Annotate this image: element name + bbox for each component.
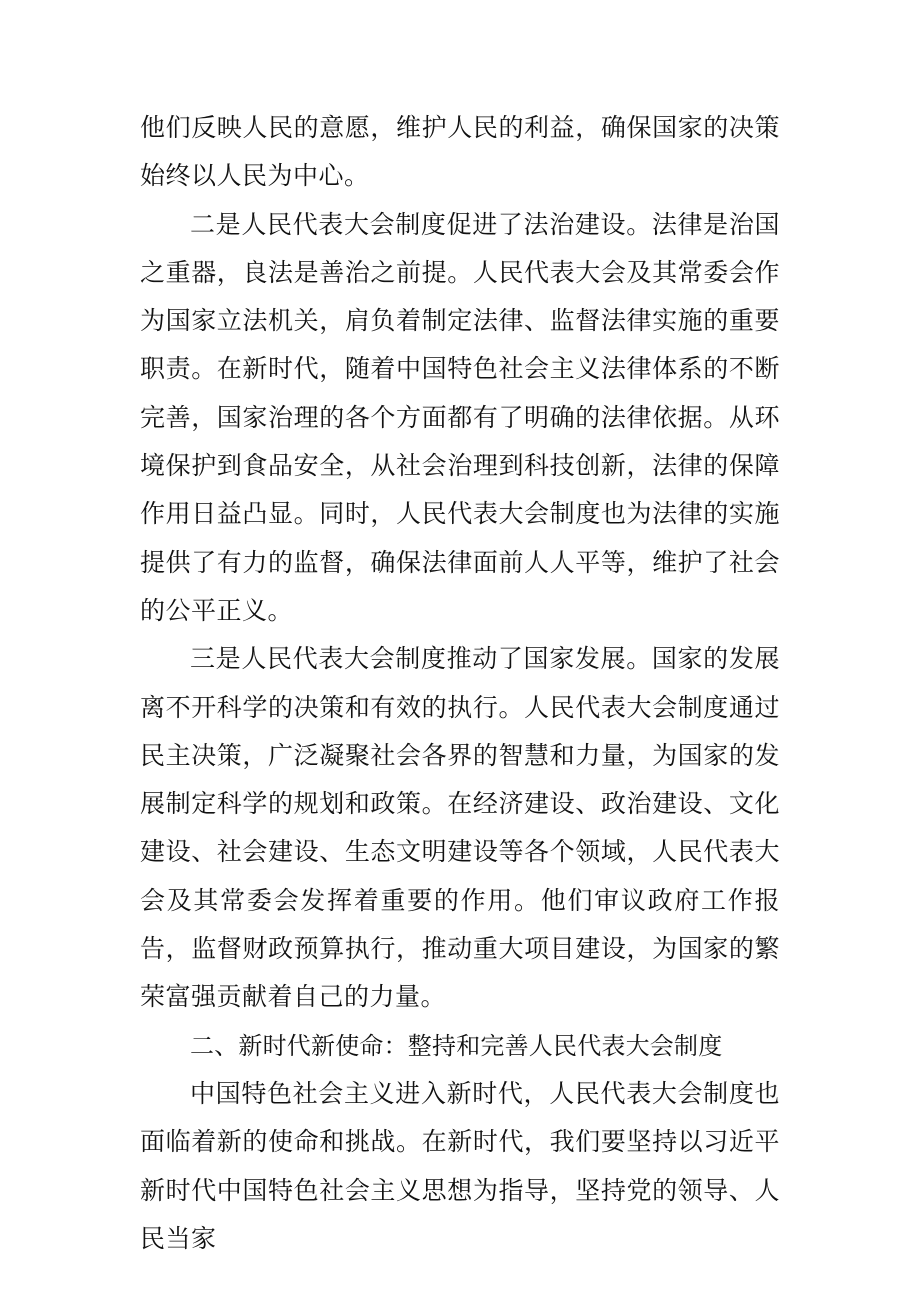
paragraph-national-development: 三是人民代表大会制度推动了国家发展。国家的发展离不开科学的决策和有效的执行。人民代表大会制度通过民主决策，广泛凝聚社会各界的智慧和力量，为国家的发展制定科学的规划和政策。在经济建设、政治建设、文化建设、社会建设、生态文明建设等各个领域，人民代表大会及其常委会发挥着重要的作用。他们审议政府工作报告，监督财政预算执行，推动重大项目建设，为国家的繁荣富强贡献着自己的力量。 bbox=[140, 644, 780, 1012]
paragraph-new-era: 中国特色社会主义进入新时代，人民代表大会制度也面临着新的使命和挑战。在新时代，我们要坚持以习近平新时代中国特色社会主义思想为指导，坚持党的领导、人民当家 bbox=[140, 1078, 780, 1253]
section-heading: 二、新时代新使命：整持和完善人民代表大会制度 bbox=[190, 1031, 723, 1060]
paragraph-continuation: 他们反映人民的意愿，维护人民的利益，确保国家的决策始终以人民为中心。 bbox=[140, 113, 780, 191]
document-body bbox=[140, 104, 780, 1263]
paragraph-rule-of-law: 二是人民代表大会制度促进了法治建设。法律是治国之重器，良法是善治之前提。人民代表大会及其常委会作为国家立法机关，肩负着制定法律、监督法律实施的重要职责。在新时代，随着中国特色社会主义法律体系的不断完善，国家治理的各个方面都有了明确的法律依据。从环境保护到食品安全，从社会治理到科技创新，法律的保障作用日益凸显。同时，人民代表大会制度也为法律的实施提供了有力的监督，确保法律面前人人平等，维护了社会的公平正义。 bbox=[140, 209, 780, 625]
